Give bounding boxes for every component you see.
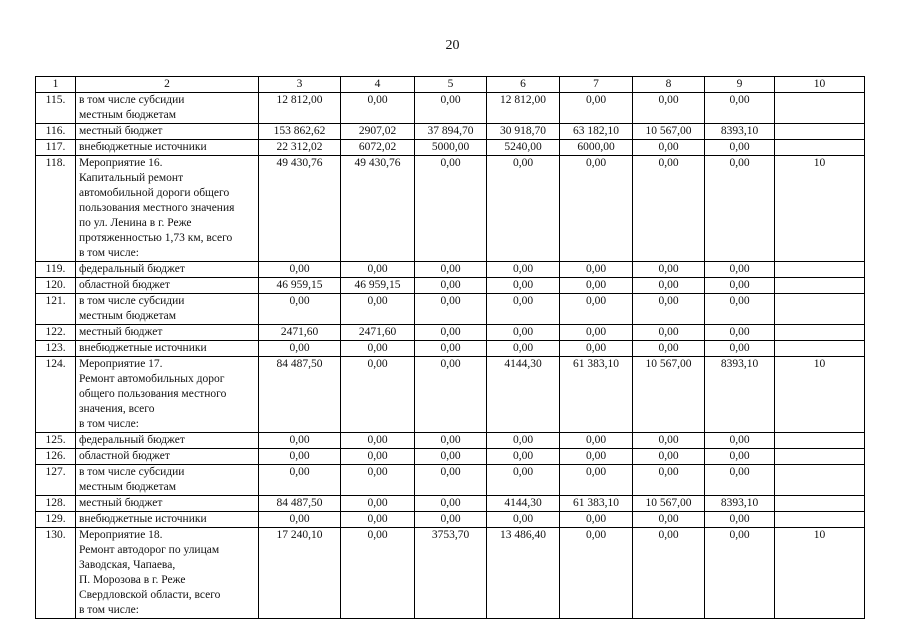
value-col-7: 0,00: [560, 278, 633, 294]
value-col-8: 0,00: [633, 262, 705, 278]
row-number: 123.: [36, 341, 76, 357]
table-row: [36, 325, 865, 341]
value-col-9: 0,00: [705, 140, 775, 156]
value-col-5: 0,00: [415, 341, 487, 357]
value-col-7: 0,00: [560, 341, 633, 357]
note-col-10: [775, 93, 865, 124]
value-col-7: 0,00: [560, 294, 633, 325]
value-col-3: 84 487,50: [259, 496, 341, 512]
note-col-10: [775, 124, 865, 140]
note-col-10: [775, 449, 865, 465]
row-description: внебюджетные источники: [76, 140, 259, 156]
value-col-9: 8393,10: [705, 124, 775, 140]
note-col-10: [775, 341, 865, 357]
table-row: [36, 496, 865, 512]
row-number: 126.: [36, 449, 76, 465]
value-col-8: 10 567,00: [633, 357, 705, 433]
table-row: [36, 156, 865, 262]
table-row: [36, 294, 865, 325]
value-col-5: 37 894,70: [415, 124, 487, 140]
value-col-7: 0,00: [560, 528, 633, 619]
value-col-8: 0,00: [633, 433, 705, 449]
value-col-8: 0,00: [633, 528, 705, 619]
value-col-7: 0,00: [560, 325, 633, 341]
value-col-7: 0,00: [560, 433, 633, 449]
value-col-4: 0,00: [341, 433, 415, 449]
value-col-3: 0,00: [259, 294, 341, 325]
table-row: [36, 278, 865, 294]
value-col-9: 8393,10: [705, 357, 775, 433]
row-number: 130.: [36, 528, 76, 619]
value-col-9: 0,00: [705, 512, 775, 528]
table-row: [36, 341, 865, 357]
table-row: [36, 357, 865, 433]
value-col-6: 0,00: [487, 433, 560, 449]
value-col-3: 0,00: [259, 341, 341, 357]
value-col-7: 0,00: [560, 465, 633, 496]
value-col-7: 0,00: [560, 449, 633, 465]
row-number: 122.: [36, 325, 76, 341]
value-col-8: 0,00: [633, 93, 705, 124]
value-col-5: 0,00: [415, 156, 487, 262]
value-col-8: 0,00: [633, 341, 705, 357]
row-number: 127.: [36, 465, 76, 496]
value-col-6: 4144,30: [487, 357, 560, 433]
value-col-4: 0,00: [341, 262, 415, 278]
value-col-4: 0,00: [341, 496, 415, 512]
row-number: 121.: [36, 294, 76, 325]
note-col-10: [775, 325, 865, 341]
value-col-9: 0,00: [705, 341, 775, 357]
row-description: федеральный бюджет: [76, 262, 259, 278]
value-col-6: 0,00: [487, 449, 560, 465]
value-col-5: 0,00: [415, 465, 487, 496]
row-number: 125.: [36, 433, 76, 449]
value-col-8: 10 567,00: [633, 124, 705, 140]
value-col-6: 4144,30: [487, 496, 560, 512]
row-description: внебюджетные источники: [76, 341, 259, 357]
header-cell: 4: [341, 77, 415, 93]
value-col-7: 63 182,10: [560, 124, 633, 140]
value-col-3: 0,00: [259, 512, 341, 528]
value-col-6: 30 918,70: [487, 124, 560, 140]
value-col-4: 0,00: [341, 465, 415, 496]
value-col-5: 3753,70: [415, 528, 487, 619]
value-col-4: 0,00: [341, 93, 415, 124]
note-col-10: [775, 512, 865, 528]
note-col-10: [775, 278, 865, 294]
value-col-8: 10 567,00: [633, 496, 705, 512]
value-col-6: 13 486,40: [487, 528, 560, 619]
row-number: 115.: [36, 93, 76, 124]
value-col-5: 0,00: [415, 278, 487, 294]
value-col-8: 0,00: [633, 465, 705, 496]
value-col-8: 0,00: [633, 294, 705, 325]
value-col-9: 0,00: [705, 262, 775, 278]
row-description: Мероприятие 17. Ремонт автомобильных дорог общего пользования местного значения, всего в том числе:: [76, 357, 259, 433]
row-description: Мероприятие 18. Ремонт автодорог по улицам Заводская, Чапаева, П. Морозова в г. Реже Свердловской области, всего в том числе:: [76, 528, 259, 619]
row-description: в том числе субсидии местным бюджетам: [76, 294, 259, 325]
value-col-6: 0,00: [487, 156, 560, 262]
row-number: 117.: [36, 140, 76, 156]
page-number: 20: [445, 38, 460, 53]
value-col-8: 0,00: [633, 140, 705, 156]
value-col-3: 2471,60: [259, 325, 341, 341]
value-col-5: 0,00: [415, 357, 487, 433]
row-number: 120.: [36, 278, 76, 294]
value-col-9: 0,00: [705, 294, 775, 325]
value-col-3: 49 430,76: [259, 156, 341, 262]
row-description: местный бюджет: [76, 124, 259, 140]
value-col-7: 0,00: [560, 93, 633, 124]
value-col-5: 0,00: [415, 325, 487, 341]
value-col-9: 0,00: [705, 528, 775, 619]
value-col-6: 0,00: [487, 278, 560, 294]
note-col-10: [775, 465, 865, 496]
value-col-5: 5000,00: [415, 140, 487, 156]
note-col-10: [775, 294, 865, 325]
value-col-6: 12 812,00: [487, 93, 560, 124]
value-col-9: 0,00: [705, 93, 775, 124]
value-col-8: 0,00: [633, 512, 705, 528]
value-col-5: 0,00: [415, 449, 487, 465]
value-col-6: 0,00: [487, 341, 560, 357]
value-col-5: 0,00: [415, 496, 487, 512]
value-col-7: 61 383,10: [560, 496, 633, 512]
row-description: областной бюджет: [76, 278, 259, 294]
row-number: 118.: [36, 156, 76, 262]
note-col-10: 10: [775, 156, 865, 262]
value-col-8: 0,00: [633, 278, 705, 294]
value-col-6: 0,00: [487, 262, 560, 278]
header-cell: 8: [633, 77, 705, 93]
value-col-3: 153 862,62: [259, 124, 341, 140]
value-col-4: 2471,60: [341, 325, 415, 341]
value-col-5: 0,00: [415, 294, 487, 325]
value-col-9: 0,00: [705, 433, 775, 449]
note-col-10: 10: [775, 357, 865, 433]
note-col-10: [775, 140, 865, 156]
row-number: 116.: [36, 124, 76, 140]
value-col-4: 0,00: [341, 528, 415, 619]
value-col-9: 0,00: [705, 156, 775, 262]
value-col-4: 0,00: [341, 341, 415, 357]
value-col-5: 0,00: [415, 262, 487, 278]
note-col-10: [775, 433, 865, 449]
value-col-7: 6000,00: [560, 140, 633, 156]
value-col-4: 0,00: [341, 294, 415, 325]
table-row: [36, 93, 865, 124]
value-col-8: 0,00: [633, 325, 705, 341]
header-cell: 6: [487, 77, 560, 93]
table-body: [36, 77, 865, 619]
value-col-3: 12 812,00: [259, 93, 341, 124]
row-description: внебюджетные источники: [76, 512, 259, 528]
value-col-3: 17 240,10: [259, 528, 341, 619]
value-col-9: 0,00: [705, 325, 775, 341]
header-cell: 1: [36, 77, 76, 93]
row-description: местный бюджет: [76, 496, 259, 512]
header-cell: 9: [705, 77, 775, 93]
value-col-3: 84 487,50: [259, 357, 341, 433]
value-col-4: 0,00: [341, 512, 415, 528]
value-col-3: 0,00: [259, 433, 341, 449]
note-col-10: [775, 262, 865, 278]
table-row: [36, 449, 865, 465]
header-cell: 2: [76, 77, 259, 93]
value-col-5: 0,00: [415, 93, 487, 124]
value-col-3: 0,00: [259, 465, 341, 496]
value-col-9: 0,00: [705, 449, 775, 465]
row-description: Мероприятие 16. Капитальный ремонт автомобильной дороги общего пользования местного значения по ул. Ленина в г. Реже протяженностью 1,73 км, всего в том числе:: [76, 156, 259, 262]
value-col-9: 8393,10: [705, 496, 775, 512]
value-col-3: 46 959,15: [259, 278, 341, 294]
table-row: [36, 528, 865, 619]
header-cell: 10: [775, 77, 865, 93]
value-col-7: 61 383,10: [560, 357, 633, 433]
value-col-4: 0,00: [341, 357, 415, 433]
header-row: [36, 77, 865, 93]
row-description: в том числе субсидии местным бюджетам: [76, 93, 259, 124]
note-col-10: 10: [775, 528, 865, 619]
value-col-3: 0,00: [259, 262, 341, 278]
value-col-4: 46 959,15: [341, 278, 415, 294]
table-row: [36, 140, 865, 156]
row-number: 124.: [36, 357, 76, 433]
note-col-10: [775, 496, 865, 512]
value-col-7: 0,00: [560, 512, 633, 528]
table-row: [36, 262, 865, 278]
value-col-9: 0,00: [705, 465, 775, 496]
row-number: 128.: [36, 496, 76, 512]
value-col-7: 0,00: [560, 156, 633, 262]
value-col-6: 0,00: [487, 294, 560, 325]
row-number: 129.: [36, 512, 76, 528]
value-col-4: 2907,02: [341, 124, 415, 140]
header-cell: 5: [415, 77, 487, 93]
value-col-6: 0,00: [487, 465, 560, 496]
value-col-4: 49 430,76: [341, 156, 415, 262]
row-description: областной бюджет: [76, 449, 259, 465]
value-col-9: 0,00: [705, 278, 775, 294]
value-col-3: 0,00: [259, 449, 341, 465]
value-col-6: 0,00: [487, 512, 560, 528]
row-description: в том числе субсидии местным бюджетам: [76, 465, 259, 496]
value-col-7: 0,00: [560, 262, 633, 278]
value-col-8: 0,00: [633, 449, 705, 465]
value-col-6: 5240,00: [487, 140, 560, 156]
row-description: федеральный бюджет: [76, 433, 259, 449]
table-row: [36, 512, 865, 528]
row-number: 119.: [36, 262, 76, 278]
value-col-5: 0,00: [415, 512, 487, 528]
value-col-3: 22 312,02: [259, 140, 341, 156]
value-col-4: 6072,02: [341, 140, 415, 156]
table-row: [36, 124, 865, 140]
value-col-4: 0,00: [341, 449, 415, 465]
value-col-6: 0,00: [487, 325, 560, 341]
table-row: [36, 433, 865, 449]
row-description: местный бюджет: [76, 325, 259, 341]
budget-table: [35, 76, 865, 619]
value-col-5: 0,00: [415, 433, 487, 449]
header-cell: 3: [259, 77, 341, 93]
table-row: [36, 465, 865, 496]
header-cell: 7: [560, 77, 633, 93]
value-col-8: 0,00: [633, 156, 705, 262]
